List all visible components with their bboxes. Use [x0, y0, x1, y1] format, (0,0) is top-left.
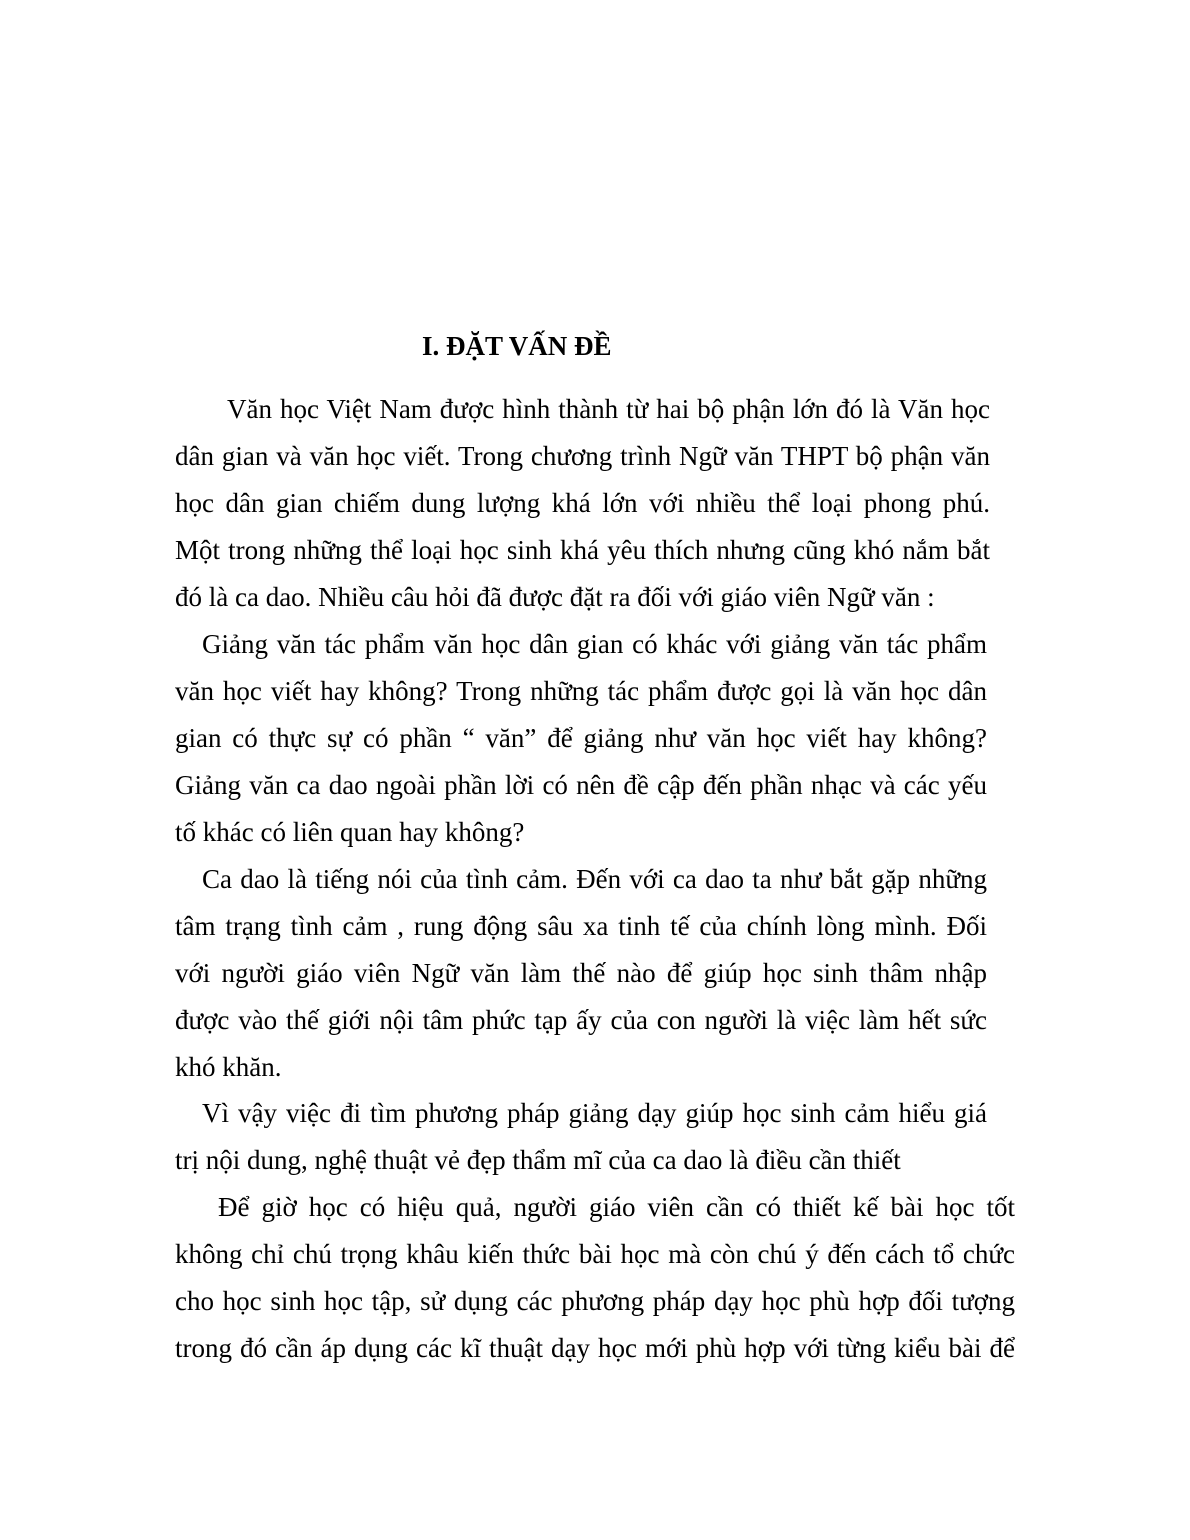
paragraph-line: văn học viết hay không? Trong những tác phẩm được gọi là văn học dân [175, 676, 987, 706]
paragraph-ca-dao [175, 856, 987, 1091]
paragraph-line: trong đó cần áp dụng các kĩ thuật dạy học mới phù hợp với từng kiểu bài để [175, 1333, 1015, 1363]
paragraph-line: không chỉ chú trọng khâu kiến thức bài học mà còn chú ý đến cách tổ chức [175, 1239, 1015, 1269]
paragraph-line: đó là ca dao. Nhiều câu hỏi đã được đặt ra đối với giáo viên Ngữ văn : [175, 582, 935, 612]
paragraph-line: với người giáo viên Ngữ văn làm thế nào để giúp học sinh thâm nhập [175, 958, 987, 988]
paragraph-line: được vào thế giới nội tâm phức tạp ấy của con người là việc làm hết sức [175, 1005, 987, 1035]
paragraph-intro [175, 386, 990, 621]
paragraph-line: Ca dao là tiếng nói của tình cảm. Đến với ca dao ta như bắt gặp những [202, 864, 987, 894]
paragraph-questions [175, 621, 987, 856]
paragraph-line: học dân gian chiếm dung lượng khá lớn với nhiều thể loại phong phú. [175, 488, 990, 518]
paragraph-line: tố khác có liên quan hay không? [175, 817, 525, 847]
paragraph-line: Vì vậy việc đi tìm phương pháp giảng dạy giúp học sinh cảm hiểu giá [202, 1098, 987, 1128]
paragraph-line: dân gian và văn học viết. Trong chương trình Ngữ văn THPT bộ phận văn [175, 441, 990, 471]
paragraph-line: khó khăn. [175, 1052, 282, 1082]
paragraph-line: Để giờ học có hiệu quả, người giáo viên cần có thiết kế bài học tốt [218, 1192, 1015, 1222]
section-heading: I. ĐẶT VẤN ĐỀ [422, 331, 612, 361]
paragraph-lesson-design [175, 1184, 1015, 1372]
paragraph-line: Giảng văn ca dao ngoài phần lời có nên đề cập đến phần nhạc và các yếu [175, 770, 987, 800]
paragraph-line: Giảng văn tác phẩm văn học dân gian có khác với giảng văn tác phẩm [202, 629, 987, 659]
paragraph-line: trị nội dung, nghệ thuật vẻ đẹp thẩm mĩ của ca dao là điều cần thiết [175, 1145, 901, 1175]
paragraph-line: gian có thực sự có phần “ văn” để giảng như văn học viết hay không? [175, 723, 987, 753]
paragraph-line: tâm trạng tình cảm , rung động sâu xa tinh tế của chính lòng mình. Đối [175, 911, 987, 941]
paragraph-method [175, 1090, 987, 1184]
paragraph-line: Văn học Việt Nam được hình thành từ hai bộ phận lớn đó là Văn học [227, 394, 990, 424]
paragraph-line: cho học sinh học tập, sử dụng các phương pháp dạy học phù hợp đối tượng [175, 1286, 1015, 1316]
paragraph-line: Một trong những thể loại học sinh khá yêu thích nhưng cũng khó nắm bắt [175, 535, 990, 565]
